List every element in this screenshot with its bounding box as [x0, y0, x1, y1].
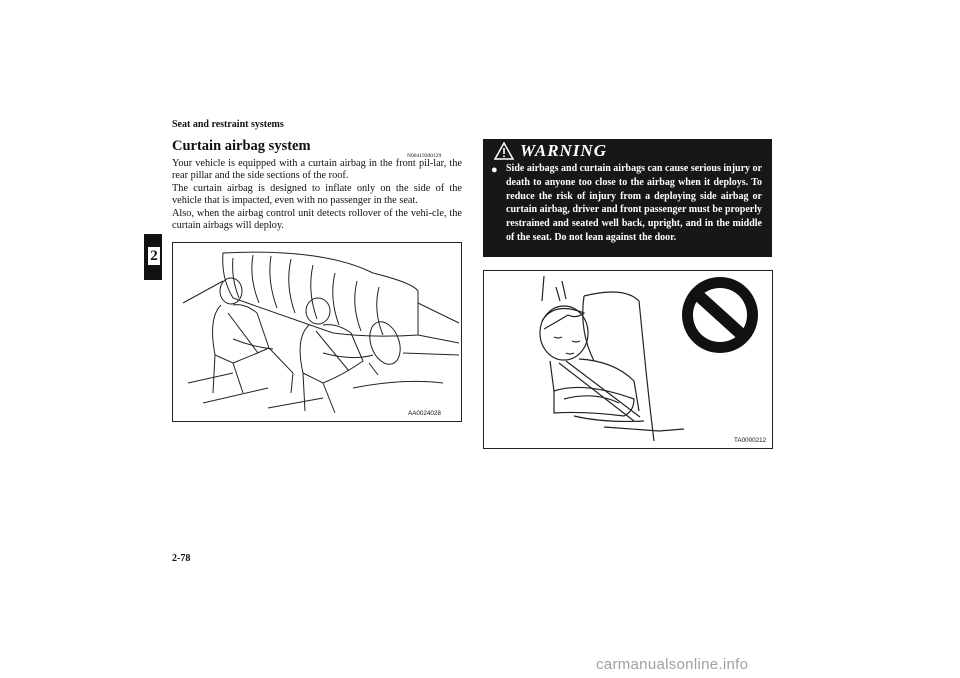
- figure-code: AA0024028: [408, 410, 441, 417]
- page-number: 2-78: [172, 553, 191, 564]
- watermark: carmanualsonline.info: [596, 656, 749, 673]
- warning-triangle-icon: [494, 142, 514, 162]
- paragraph: Your vehicle is equipped with a curtain airbag in the front pil-lar, the rear pillar and the side sections of the roof.: [172, 158, 462, 182]
- warning-bullet: ●: [491, 164, 498, 176]
- paragraph: Also, when the airbag control unit detects rollover of the vehi-cle, the curtain airbags will deploy.: [172, 207, 462, 232]
- section-header: Seat and restraint systems: [172, 119, 284, 130]
- warning-title: WARNING: [520, 141, 607, 160]
- chapter-number: 2: [148, 247, 160, 265]
- article-code: N00419200129: [407, 153, 442, 159]
- paragraph: The curtain airbag is designed to inflate only on the side of the vehicle that is impacted, even with no passenger in the seat.: [172, 182, 462, 207]
- curtain-airbag-illustration: [172, 242, 462, 422]
- article-title: Curtain airbag system: [172, 138, 311, 154]
- posture-drawing: [484, 271, 772, 448]
- article-body: [172, 158, 462, 232]
- airbag-drawing: [173, 243, 461, 421]
- figure-code: TA0000212: [734, 437, 767, 444]
- leaning-posture-illustration: [483, 270, 773, 449]
- warning-text: Side airbags and curtain airbags can cause serious injury or death to anyone too close to the airbag when it deploys. To reduce the risk of injury from a deploying side airbag or curtain airbag, driver and front passenger must be properly restrained and seated well back, upright, and in the middle of the seat. Do not lean against the door.: [506, 163, 762, 243]
